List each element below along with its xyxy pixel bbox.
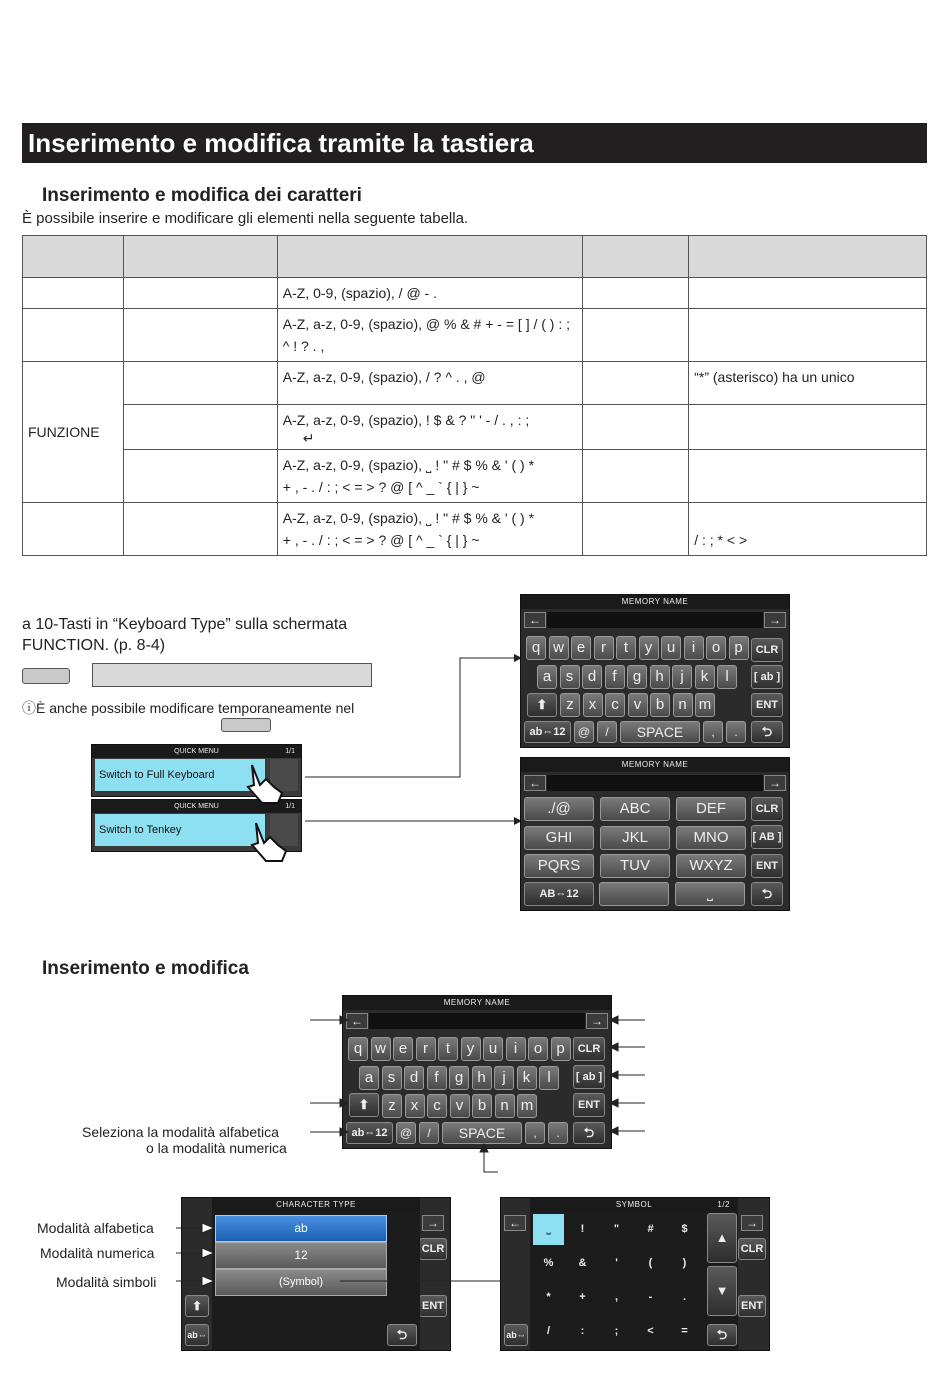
mode-label-2: o la modalità numerica <box>146 1140 287 1156</box>
switch-tenkey-item[interactable]: Switch to Tenkey <box>95 814 265 846</box>
ab12-toggle-button[interactable]: ab⇔12 <box>524 721 571 743</box>
character-table <box>22 235 927 556</box>
table-row: A-Z, a-z, 0-9, (spazio), @ % & # + - = [ ] / ( ) : ; ^ ! ? . , <box>23 309 927 362</box>
key-h[interactable]: h <box>650 665 670 689</box>
symbol-key[interactable]: ! <box>580 1223 585 1235</box>
char-type-numeric-option[interactable]: 12 <box>215 1242 387 1269</box>
connector-arrows <box>300 650 525 830</box>
symbol-key[interactable]: : <box>580 1325 585 1337</box>
ab-mode-button[interactable]: [ AB ] <box>751 825 783 849</box>
full-keyboard-screen <box>520 594 790 748</box>
key-i[interactable]: i <box>506 1037 526 1061</box>
screen-title: MEMORY NAME <box>343 996 611 1010</box>
section-intro: È possibile inserire e modificare gli elementi nella seguente tabella. <box>22 210 469 227</box>
key-y[interactable]: y <box>639 636 659 660</box>
key-x[interactable]: x <box>405 1094 425 1118</box>
ab-mode-button[interactable]: [ ab ] <box>751 665 783 689</box>
symbol-key[interactable]: % <box>543 1257 554 1269</box>
key-v[interactable]: v <box>450 1094 470 1118</box>
table-row: A-Z, a-z, 0-9, (spazio), ! $ & ? " ' - / . , : ; ↵ <box>23 405 927 450</box>
screen-title: MEMORY NAME <box>521 758 789 772</box>
right-arrow-button[interactable]: → <box>764 775 786 791</box>
ab12-toggle-button[interactable]: ab⇔12 <box>346 1122 393 1144</box>
tenkey-3[interactable]: GHI <box>524 826 594 850</box>
key-r[interactable]: r <box>594 636 614 660</box>
menu-key-graphic <box>22 668 70 684</box>
dot-key[interactable]: . <box>548 1122 568 1144</box>
key-x[interactable]: x <box>583 693 603 717</box>
tenkey-8[interactable]: WXYZ <box>676 854 746 878</box>
key-f[interactable]: f <box>427 1066 447 1090</box>
key-o[interactable]: o <box>528 1037 548 1061</box>
key-n[interactable]: n <box>495 1094 515 1118</box>
key-j[interactable]: j <box>672 665 692 689</box>
ab-mode-button[interactable]: [ ab ] <box>573 1065 605 1089</box>
key-s[interactable]: s <box>382 1066 402 1090</box>
key-h[interactable]: h <box>472 1066 492 1090</box>
dot-key[interactable]: . <box>726 721 746 743</box>
tenkey-4[interactable]: JKL <box>600 826 670 850</box>
page-up-button[interactable]: ▲ <box>707 1213 737 1263</box>
key-a[interactable]: a <box>537 665 557 689</box>
shift-button[interactable]: ⬆ <box>527 693 557 717</box>
key-d[interactable]: d <box>404 1066 424 1090</box>
alpha-mode-label: Modalità alfabetica <box>37 1220 154 1236</box>
key-c[interactable]: c <box>605 693 625 717</box>
table-header-row <box>23 236 927 278</box>
back-button[interactable]: ⮌ <box>573 1122 605 1144</box>
keyboard-type-text-1: a 10-Tasti in “Keyboard Type” sulla schermata <box>22 616 348 633</box>
key-l[interactable]: l <box>539 1066 559 1090</box>
ab12-toggle-button[interactable]: ab⇔ <box>504 1324 528 1346</box>
quick-menu-title: QUICK MENU 1/1 <box>92 800 301 813</box>
symbol-key[interactable]: * <box>546 1291 551 1303</box>
right-arrow-button[interactable]: → <box>422 1215 444 1231</box>
symbol-key[interactable]: $ <box>681 1223 688 1235</box>
key-k[interactable]: k <box>517 1066 537 1090</box>
key-t[interactable]: t <box>616 636 636 660</box>
tenkey-5[interactable]: MNO <box>676 826 746 850</box>
symbol-key[interactable]: / <box>546 1325 551 1337</box>
symbol-key[interactable]: = <box>681 1325 688 1337</box>
info-note: ⓘÈ anche possibile modificare temporaneamente nel <box>22 700 355 716</box>
page-down-button[interactable]: ▼ <box>707 1266 737 1316</box>
left-arrow-button[interactable]: ← <box>504 1215 526 1231</box>
space-key[interactable]: ˽ <box>675 882 745 906</box>
char-type-alpha-option[interactable]: ab <box>215 1215 387 1242</box>
key-s[interactable]: s <box>560 665 580 689</box>
shift-button[interactable]: ⬆ <box>185 1295 209 1317</box>
key-w[interactable]: w <box>549 636 569 660</box>
key-q[interactable]: q <box>526 636 546 660</box>
key-b[interactable]: b <box>472 1094 492 1118</box>
key-q[interactable]: q <box>348 1037 368 1061</box>
ent-button[interactable]: ENT <box>738 1295 766 1317</box>
symbol-key[interactable]: - <box>648 1291 653 1303</box>
at-key[interactable]: @ <box>396 1122 416 1144</box>
char-type-symbol-option[interactable]: (Symbol) <box>215 1269 387 1296</box>
keyboard-type-text-2: FUNCTION. (p. 8-4) <box>22 637 166 654</box>
clr-button[interactable]: CLR <box>738 1238 766 1260</box>
right-arrow-button[interactable]: → <box>741 1215 763 1231</box>
quick-key-graphic <box>221 718 271 732</box>
clr-button[interactable]: CLR <box>751 797 783 821</box>
table-row: FUNZIONE A-Z, a-z, 0-9, (spazio), / ? ^ . , @ “*” (asterisco) ha un unico <box>23 362 927 405</box>
right-arrow-button[interactable]: → <box>764 612 786 628</box>
key-u[interactable]: u <box>483 1037 503 1061</box>
name-field[interactable] <box>547 612 763 628</box>
symbol-key[interactable]: ˽ <box>533 1214 564 1245</box>
key-d[interactable]: d <box>582 665 602 689</box>
symbol-screen <box>500 1197 770 1351</box>
key-g[interactable]: g <box>449 1066 469 1090</box>
ent-button[interactable]: ENT <box>751 854 783 878</box>
ent-button[interactable]: ENT <box>751 693 783 717</box>
space-key[interactable]: SPACE <box>620 721 700 743</box>
key-y[interactable]: y <box>461 1037 481 1061</box>
back-button[interactable]: ⮌ <box>707 1324 737 1346</box>
symbol-key[interactable]: ; <box>614 1325 619 1337</box>
ent-button[interactable]: ENT <box>573 1093 605 1117</box>
key-p[interactable]: p <box>551 1037 571 1061</box>
hand-pointer-icon <box>244 815 294 865</box>
numeric-mode-label: Modalità numerica <box>40 1245 155 1261</box>
screen-title: MEMORY NAME <box>521 595 789 609</box>
symbol-key[interactable]: # <box>647 1223 654 1235</box>
tenkey-0[interactable]: ./@ <box>524 797 594 821</box>
tenkey-6[interactable]: PQRS <box>524 854 594 878</box>
symbol-key[interactable]: & <box>578 1257 587 1269</box>
key-p[interactable]: p <box>729 636 749 660</box>
symbol-key[interactable]: " <box>613 1223 620 1235</box>
key-m[interactable]: m <box>695 693 715 717</box>
mode-label-1: Seleziona la modalità alfabetica <box>82 1124 279 1140</box>
symbol-panel <box>530 1198 738 1350</box>
blank-key[interactable] <box>599 882 669 906</box>
key-a[interactable]: a <box>359 1066 379 1090</box>
key-e[interactable]: e <box>571 636 591 660</box>
back-button[interactable]: ⮌ <box>751 721 783 743</box>
hand-pointer-icon <box>240 757 290 807</box>
key-v[interactable]: v <box>628 693 648 717</box>
page-header: Inserimento e modifica tramite la tastiera <box>22 123 927 163</box>
quick-menu-title: QUICK MENU 1/1 <box>92 745 301 758</box>
table-row: A-Z, 0-9, (spazio), / @ - . <box>23 278 927 309</box>
key-u[interactable]: u <box>661 636 681 660</box>
ab12-toggle-button[interactable]: AB⇔12 <box>524 882 594 906</box>
comma-key[interactable]: , <box>525 1122 545 1144</box>
tenkey-7[interactable]: TUV <box>600 854 670 878</box>
key-f[interactable]: f <box>605 665 625 689</box>
section-title-editing: Inserimento e modifica <box>42 958 249 979</box>
key-w[interactable]: w <box>371 1037 391 1061</box>
symbol-key[interactable]: ) <box>682 1257 687 1269</box>
slash-key[interactable]: / <box>419 1122 439 1144</box>
table-row: A-Z, a-z, 0-9, (spazio), ˽ ! " # $ % & ' ( ) * + , - . / : ; < = > ? @ [ ^ _ ` { | } ~ / : ; * < > <box>23 503 927 556</box>
left-arrow-button[interactable]: ← <box>524 612 546 628</box>
mode-callout-arrows <box>172 1218 532 1293</box>
key-k[interactable]: k <box>695 665 715 689</box>
ent-button[interactable]: ENT <box>419 1295 447 1317</box>
ab12-toggle-button[interactable]: ab⇔ <box>185 1324 209 1346</box>
key-b[interactable]: b <box>650 693 670 717</box>
at-key[interactable]: @ <box>574 721 594 743</box>
symbol-key[interactable]: , <box>614 1291 619 1303</box>
symbol-key[interactable]: . <box>682 1291 687 1303</box>
symbol-key[interactable]: + <box>579 1291 586 1303</box>
name-field[interactable] <box>547 775 763 791</box>
key-g[interactable]: g <box>627 665 647 689</box>
tenkey-2[interactable]: DEF <box>676 797 746 821</box>
callout-arrows <box>300 1010 660 1180</box>
key-z[interactable]: z <box>382 1094 402 1118</box>
right-arrow-button[interactable]: → <box>586 1013 608 1029</box>
panel-title: SYMBOL 1/2 <box>530 1198 738 1211</box>
symbol-mode-label: Modalità simboli <box>56 1274 157 1290</box>
clr-button[interactable]: CLR <box>751 638 783 662</box>
left-arrow-button[interactable]: ← <box>524 775 546 791</box>
symbol-key[interactable]: ( <box>648 1257 653 1269</box>
clr-button[interactable]: CLR <box>573 1037 605 1061</box>
key-l[interactable]: l <box>717 665 737 689</box>
symbol-key[interactable]: < <box>647 1325 654 1337</box>
key-t[interactable]: t <box>438 1037 458 1061</box>
key-z[interactable]: z <box>560 693 580 717</box>
key-j[interactable]: j <box>494 1066 514 1090</box>
left-arrow-button[interactable]: ← <box>346 1013 368 1029</box>
tenkey-screen <box>520 757 790 911</box>
key-c[interactable]: c <box>427 1094 447 1118</box>
funzione-cell: FUNZIONE <box>23 362 124 503</box>
tenkey-1[interactable]: ABC <box>600 797 670 821</box>
shift-button[interactable]: ⬆ <box>349 1093 379 1117</box>
panel-title: CHARACTER TYPE <box>212 1198 420 1211</box>
key-n[interactable]: n <box>673 693 693 717</box>
key-e[interactable]: e <box>393 1037 413 1061</box>
section-title-characters: Inserimento e modifica dei caratteri <box>42 185 362 206</box>
table-row: A-Z, a-z, 0-9, (spazio), ˽ ! " # $ % & ' ( ) * + , - . / : ; < = > ? @ [ ^ _ ` { | } ~ <box>23 450 927 503</box>
switch-full-keyboard-item[interactable]: Switch to Full Keyboard <box>95 759 265 791</box>
back-button[interactable]: ⮌ <box>387 1324 417 1346</box>
comma-key[interactable]: , <box>703 721 723 743</box>
key-o[interactable]: o <box>706 636 726 660</box>
key-i[interactable]: i <box>684 636 704 660</box>
symbol-key[interactable]: ' <box>615 1257 618 1269</box>
back-button[interactable]: ⮌ <box>751 882 783 906</box>
clr-button[interactable]: CLR <box>419 1238 447 1260</box>
key-r[interactable]: r <box>416 1037 436 1061</box>
key-m[interactable]: m <box>517 1094 537 1118</box>
space-key[interactable]: SPACE <box>442 1122 522 1144</box>
slash-key[interactable]: / <box>597 721 617 743</box>
